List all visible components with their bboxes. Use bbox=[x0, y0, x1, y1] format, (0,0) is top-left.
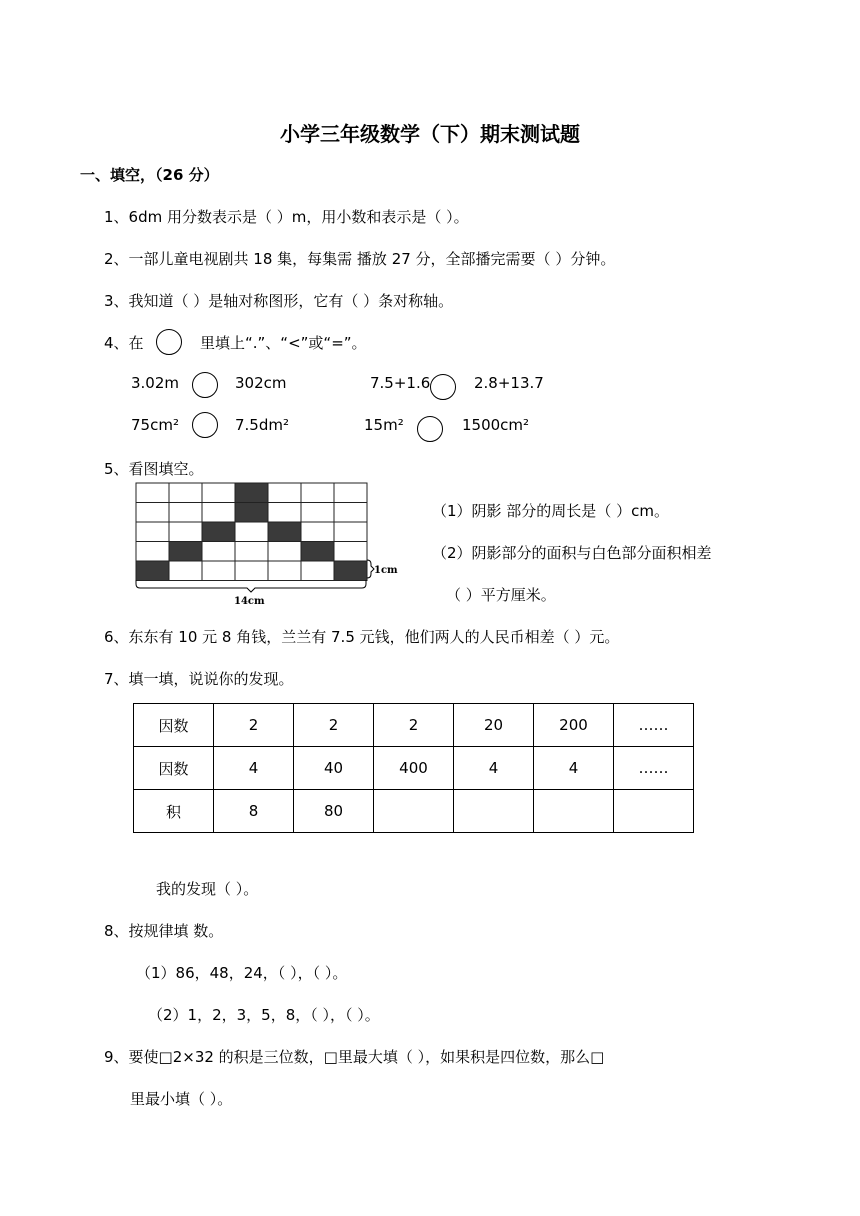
question-8: 8、按规律填 数。 bbox=[104, 922, 224, 940]
grid-cell bbox=[202, 503, 235, 523]
table-cell: 8 bbox=[214, 790, 294, 833]
section-heading: 一、填空，（26 分） bbox=[80, 166, 219, 184]
table-cell: 2 bbox=[214, 704, 294, 747]
table-row bbox=[134, 704, 694, 747]
shaded-cell bbox=[136, 561, 169, 581]
q4-item: 302cm bbox=[235, 374, 287, 392]
grid-cell bbox=[268, 542, 301, 562]
q4-item: 2.8+13.7 bbox=[474, 374, 544, 392]
grid-cell bbox=[301, 483, 334, 503]
grid-cell bbox=[136, 483, 169, 503]
question-5-sub2b: （ ）平方厘米。 bbox=[446, 586, 556, 604]
question-1: 1、6dm 用分数表示是（ ）m，用小数和表示是（ ）。 bbox=[104, 208, 469, 226]
q4-item: 3.02m bbox=[131, 374, 180, 392]
question-5-sub1: （1）阴影 部分的周长是（ ）cm。 bbox=[432, 502, 669, 520]
shaded-cell bbox=[235, 483, 268, 503]
table-cell: 20 bbox=[454, 704, 534, 747]
table-header-cell: 因数 bbox=[134, 704, 214, 747]
q4-item: 7.5+1.6 bbox=[370, 374, 431, 392]
q4-item: 1500cm² bbox=[462, 416, 530, 434]
table-cell: …… bbox=[614, 747, 694, 790]
table-header-cell: 因数 bbox=[134, 747, 214, 790]
shaded-cell bbox=[169, 542, 202, 562]
grid-cell bbox=[169, 561, 202, 581]
question-9-line2: 里最小填（ ）。 bbox=[130, 1090, 233, 1108]
table-cell[interactable] bbox=[374, 790, 454, 833]
q4-item: 75cm² bbox=[131, 416, 179, 434]
table-cell: 4 bbox=[214, 747, 294, 790]
shaded-cell bbox=[268, 522, 301, 542]
grid-cell bbox=[334, 483, 367, 503]
shaded-cell bbox=[334, 561, 367, 581]
q4-item: 7.5dm² bbox=[235, 416, 290, 434]
table-cell: 40 bbox=[294, 747, 374, 790]
grid-cell bbox=[169, 483, 202, 503]
shaded-cell bbox=[202, 522, 235, 542]
q4-item: 15m² bbox=[364, 416, 404, 434]
grid-figure bbox=[130, 480, 410, 608]
question-8-sub2: （2）1，2，3，5，8，（ ），（ ）。 bbox=[148, 1006, 380, 1024]
grid-cell bbox=[268, 503, 301, 523]
grid-cell bbox=[235, 542, 268, 562]
table-cell: 2 bbox=[294, 704, 374, 747]
grid-cell bbox=[301, 522, 334, 542]
table-row bbox=[134, 790, 694, 833]
table-cell: 2 bbox=[374, 704, 454, 747]
table-cell: 4 bbox=[454, 747, 534, 790]
grid-cell bbox=[202, 542, 235, 562]
question-6: 6、东东有 10 元 8 角钱，兰兰有 7.5 元钱，他们两人的人民币相差（ ）元。 bbox=[104, 628, 620, 646]
question-8-sub1: （1）86，48，24，（ ），（ ）。 bbox=[136, 964, 348, 982]
grid-cell bbox=[202, 561, 235, 581]
grid-cell bbox=[268, 483, 301, 503]
table-cell[interactable]: 80 bbox=[294, 790, 374, 833]
compare-circle[interactable] bbox=[192, 372, 218, 398]
table-cell[interactable] bbox=[534, 790, 614, 833]
table-cell: 400 bbox=[374, 747, 454, 790]
grid-cell bbox=[301, 503, 334, 523]
compare-circle[interactable] bbox=[430, 374, 456, 400]
question-5-sub2: （2）阴影部分的面积与白色部分面积相差 bbox=[432, 544, 712, 562]
table-cell: 4 bbox=[534, 747, 614, 790]
grid-cell bbox=[268, 561, 301, 581]
question-5: 5、看图填空。 bbox=[104, 460, 204, 478]
table-header-cell: 积 bbox=[134, 790, 214, 833]
grid-cell bbox=[235, 561, 268, 581]
question-2: 2、一部儿童电视剧共 18 集，每集需 播放 27 分，全部播完需要（ ）分钟。 bbox=[104, 250, 616, 268]
height-label: 1cm bbox=[374, 565, 398, 576]
compare-circle[interactable] bbox=[192, 412, 218, 438]
grid-cell bbox=[235, 522, 268, 542]
question-3: 3、我知道（ ）是轴对称图形，它有（ ）条对称轴。 bbox=[104, 292, 454, 310]
grid-cell bbox=[169, 522, 202, 542]
table-cell: …… bbox=[614, 704, 694, 747]
grid-cell bbox=[334, 542, 367, 562]
grid-cell bbox=[334, 522, 367, 542]
question-4-prefix: 4、在 bbox=[104, 334, 144, 352]
grid-cell bbox=[301, 561, 334, 581]
grid-cell bbox=[136, 522, 169, 542]
width-label: 14cm bbox=[234, 596, 265, 607]
table-cell[interactable] bbox=[454, 790, 534, 833]
question-7: 7、填一填，说说你的发现。 bbox=[104, 670, 294, 688]
table-cell[interactable] bbox=[614, 790, 694, 833]
grid-cell bbox=[136, 503, 169, 523]
grid-cell bbox=[136, 542, 169, 562]
factor-table bbox=[133, 703, 694, 833]
table-cell: 200 bbox=[534, 704, 614, 747]
question-7-finding: 我的发现（ ）。 bbox=[156, 880, 259, 898]
compare-circle[interactable] bbox=[156, 329, 182, 355]
table-row bbox=[134, 747, 694, 790]
page-title: 小学三年级数学（下）期末测试题 bbox=[280, 122, 580, 146]
shaded-cell bbox=[301, 542, 334, 562]
question-4-suffix: 里填上“.”、“<”或“=”。 bbox=[200, 334, 367, 352]
grid-cell bbox=[334, 503, 367, 523]
grid-cell bbox=[202, 483, 235, 503]
grid-cell bbox=[169, 503, 202, 523]
shaded-cell bbox=[235, 503, 268, 523]
question-9-line1: 9、要使□2×32 的积是三位数，□里最大填（ ），如果积是四位数，那么□ bbox=[104, 1048, 605, 1066]
compare-circle[interactable] bbox=[417, 416, 443, 442]
